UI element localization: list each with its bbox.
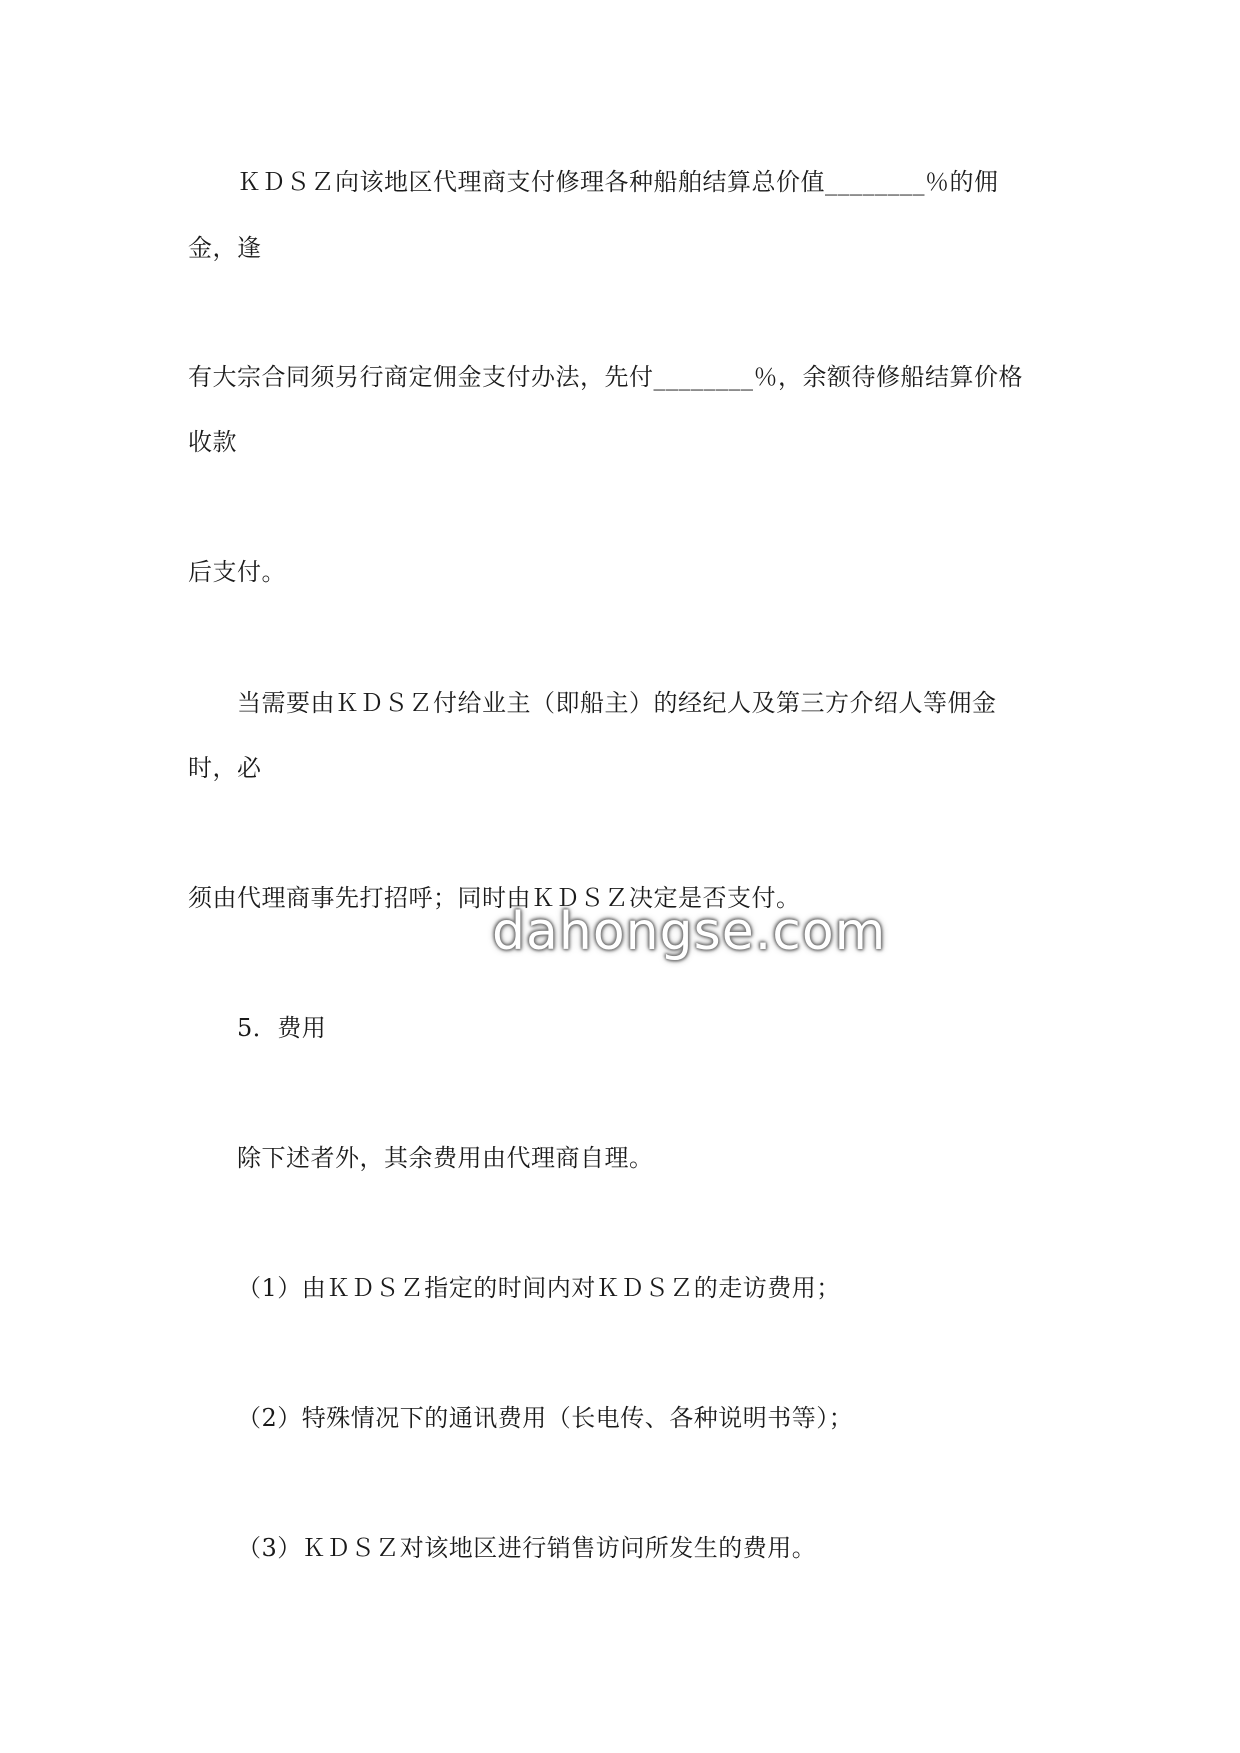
paragraph-large-contract-line-1: 有大宗合同须另行商定佣金支付办法，先付________％，余额待修船结算价格 xyxy=(188,363,1023,391)
list-item-fee-3: （3）ＫＤＳＺ对该地区进行销售访问所发生的费用。 xyxy=(237,1534,817,1562)
list-item-fee-2: （2）特殊情况下的通讯费用（长电传、各种说明书等）； xyxy=(237,1404,854,1432)
paragraph-broker-line-1: 当需要由ＫＤＳＺ付给业主（即船主）的经纪人及第三方介绍人等佣金 xyxy=(237,689,997,717)
section-heading-fees: 5．费用 xyxy=(237,1014,327,1042)
paragraph-commission-line-2: 金，逢 xyxy=(188,234,262,262)
paragraph-commission-line-1: ＫＤＳＺ向该地区代理商支付修理各种船舶结算总价值________％的佣 xyxy=(237,168,999,196)
paragraph-broker-line-2: 时，必 xyxy=(188,754,262,782)
paragraph-large-contract-line-2: 收款 xyxy=(188,428,237,456)
watermark: dahongse.com xyxy=(492,902,887,962)
list-item-fee-1: （1）由ＫＤＳＺ指定的时间内对ＫＤＳＺ的走访费用； xyxy=(237,1274,841,1302)
paragraph-pay-after: 后支付。 xyxy=(188,558,286,586)
paragraph-notify-agent: 须由代理商事先打招呼；同时由ＫＤＳＺ决定是否支付。 xyxy=(188,884,801,912)
paragraph-fees-intro: 除下述者外，其余费用由代理商自理。 xyxy=(237,1144,654,1172)
